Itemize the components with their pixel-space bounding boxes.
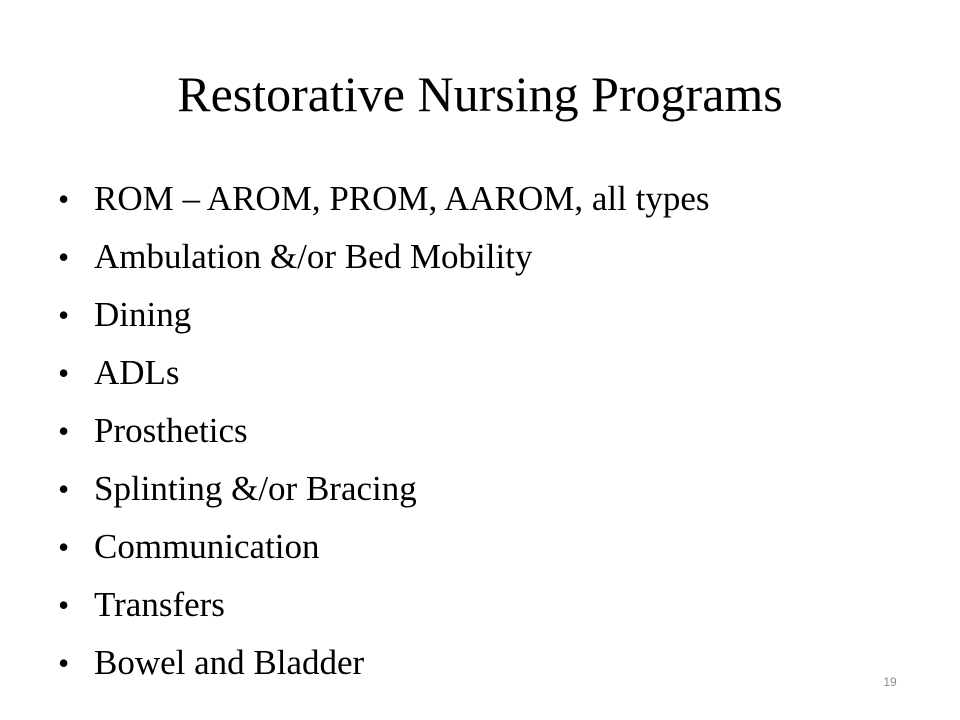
bullet-text: Transfers	[94, 585, 225, 624]
bullet-text: Prosthetics	[94, 411, 248, 450]
bullet-text: ROM – AROM, PROM, AAROM, all types	[94, 179, 710, 218]
bullet-text: Ambulation &/or Bed Mobility	[94, 237, 533, 276]
page-number: 19	[883, 675, 897, 689]
bullet-icon: •	[58, 355, 70, 391]
bullet-icon: •	[58, 413, 70, 449]
bullet-icon: •	[58, 181, 70, 217]
slide-title: Restorative Nursing Programs	[177, 66, 783, 122]
bullet-icon: •	[58, 471, 70, 507]
bullet-icon: •	[58, 529, 70, 565]
bullet-icon: •	[58, 645, 70, 681]
bullet-icon: •	[58, 239, 70, 275]
bullet-text: Splinting &/or Bracing	[94, 469, 417, 508]
bullet-text: Dining	[94, 295, 192, 334]
bullet-icon: •	[58, 297, 70, 333]
bullet-text: ADLs	[94, 353, 180, 392]
bullet-text: Communication	[94, 527, 320, 566]
bullet-text: Bowel and Bladder	[94, 643, 365, 682]
bullet-icon: •	[58, 587, 70, 623]
